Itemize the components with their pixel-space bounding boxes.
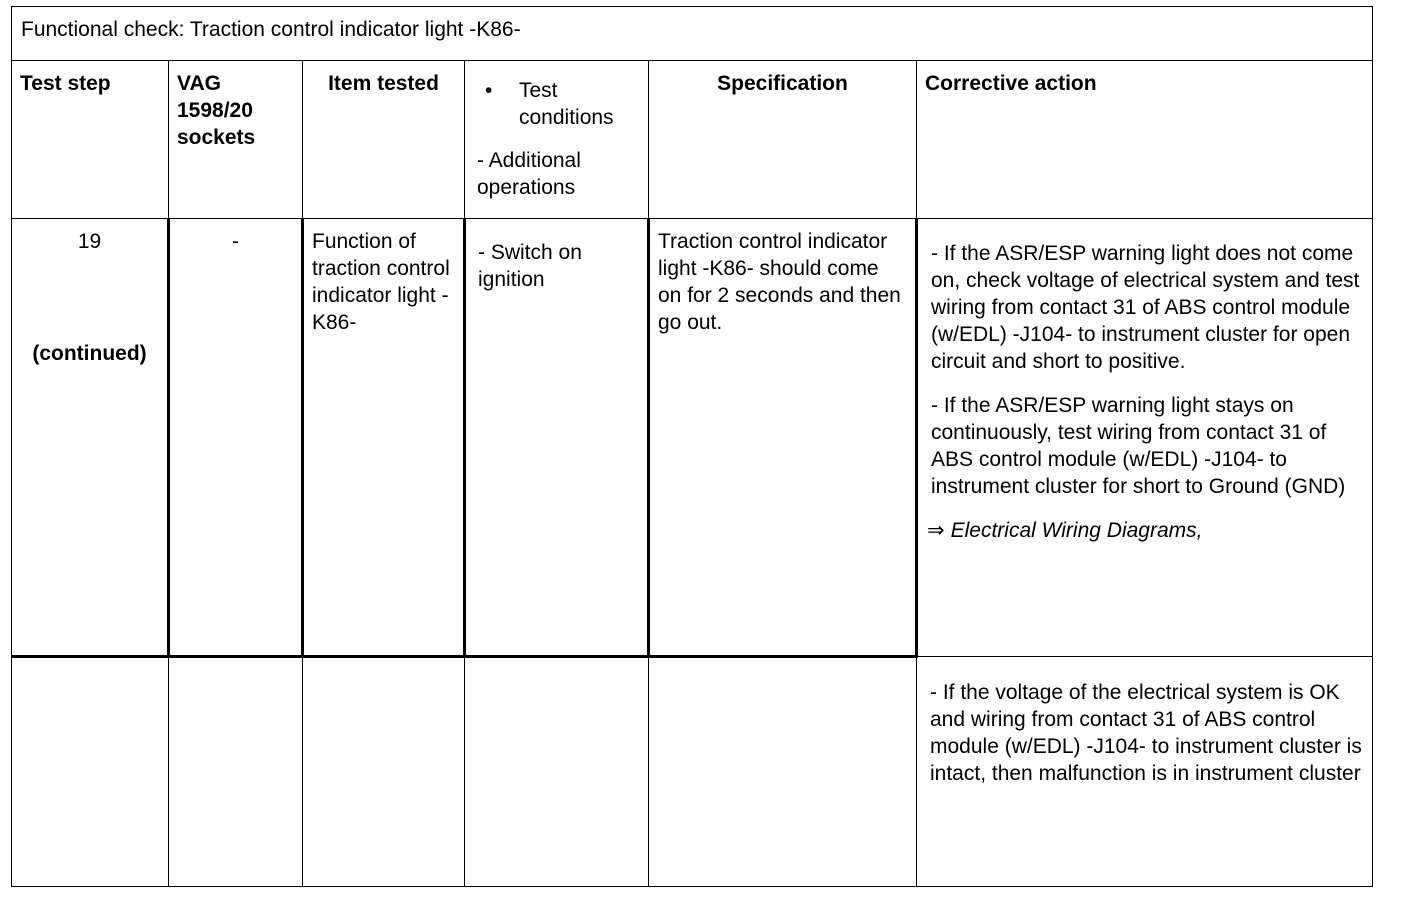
step-continued: (continued) [32, 342, 147, 365]
header-test-conditions [465, 61, 649, 219]
bullet-test-conditions [471, 77, 640, 131]
header-corrective-action: Corrective action [917, 61, 1373, 219]
cell-vag-sockets: - [169, 219, 303, 657]
action-paragraph-1: - If the ASR/ESP warning light does not come on, check voltage of electrical system and test wiring from contact 31 of ABS control module (w/EDL) -J104- to instrument cluster for open circuit and short to positive. [931, 242, 1360, 373]
table-row [12, 219, 1373, 657]
step-number: 19 [77, 230, 102, 253]
header-test-step: Test step [12, 61, 169, 219]
cell-test-step [12, 219, 169, 657]
cell-specification: Traction control indicator light -K86- should come on for 2 seconds and then go out. [649, 219, 917, 657]
wiring-diagram-link[interactable]: Electrical Wiring Diagrams, [950, 519, 1203, 542]
table-row [12, 657, 1373, 887]
functional-check-sheet [11, 6, 1372, 882]
additional-operations-label: - Additional operations [477, 149, 581, 199]
cell-empty [303, 657, 465, 887]
action-paragraph-2: - If the ASR/ESP warning light stays on continuously, test wiring from contact 31 of ABS control module (w/EDL) -J104- to instrument cluster for short to Ground (GND) [931, 394, 1346, 498]
test-conditions-label: Test conditions [519, 79, 614, 129]
cell-corrective-action-continued: - If the voltage of the electrical system is OK and wiring from contact 31 of ABS control module (w/EDL) -J104- to instrument cluster is intact, then malfunction is in instrument cluster [917, 657, 1373, 887]
wiring-diagram-reference [927, 517, 1364, 544]
cell-empty [465, 657, 649, 887]
arrow-right-icon: ⇒ [927, 519, 945, 542]
cell-empty [169, 657, 303, 887]
table-title: Functional check: Traction control indicator light -K86- [12, 7, 1373, 61]
cell-corrective-action [917, 219, 1373, 657]
cell-item-tested: Function of traction control indicator light -K86- [303, 219, 465, 657]
header-vag-sockets: VAG 1598/20 sockets [169, 61, 303, 219]
cell-empty [12, 657, 169, 887]
header-item-tested: Item tested [303, 61, 465, 219]
bullet-icon: • [485, 79, 493, 102]
header-specification: Specification [649, 61, 917, 219]
cell-test-conditions: - Switch on ignition [465, 219, 649, 657]
cell-empty [649, 657, 917, 887]
functional-check-table [11, 6, 1373, 887]
